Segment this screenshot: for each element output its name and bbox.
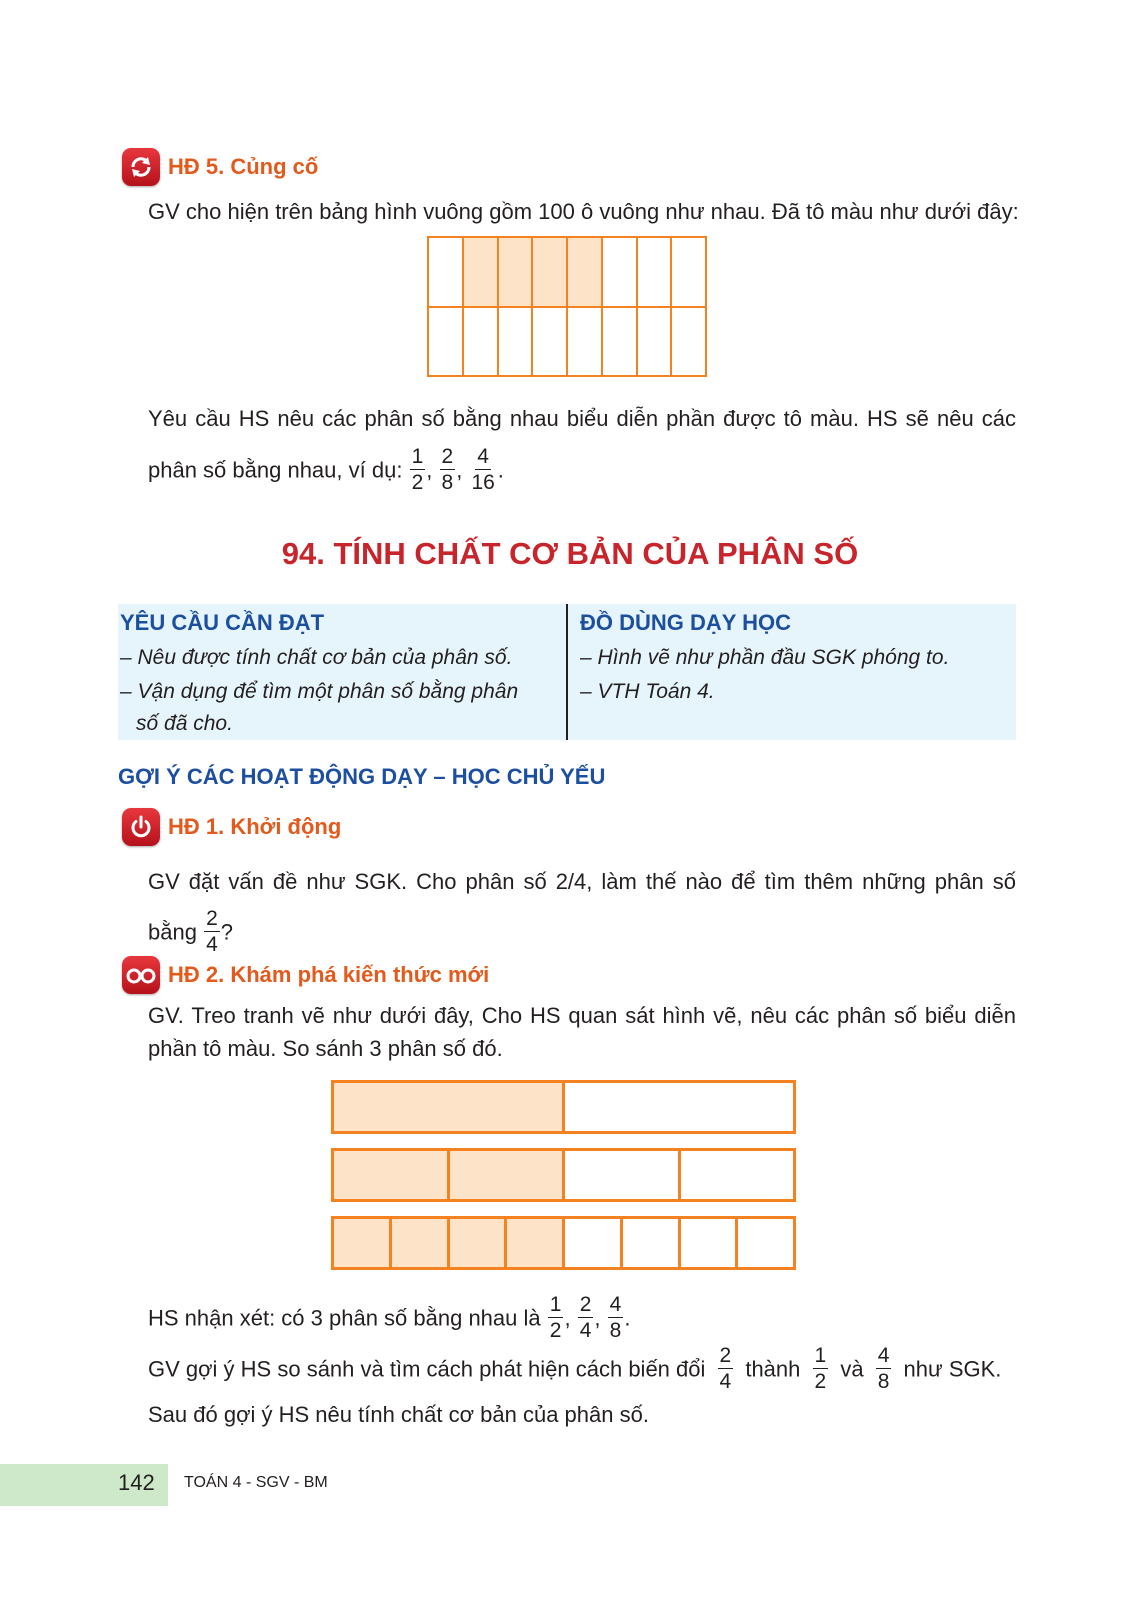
bar-part	[562, 1216, 623, 1270]
frac-num: 1	[411, 445, 424, 468]
bar-part	[331, 1148, 450, 1202]
frac-den: 8	[441, 471, 454, 494]
hd2-line1: GV. Treo tranh vẽ như dưới đây, Cho HS quan sát hình vẽ, nêu các phân số biểu diễn	[148, 1003, 1016, 1028]
fraction-bar-halves	[331, 1080, 796, 1134]
hint-and: và	[840, 1356, 864, 1382]
frac-num: 2	[719, 1344, 732, 1367]
fraction-2-4	[204, 908, 220, 955]
grid-cell	[670, 236, 707, 308]
hd5-para-line2	[148, 445, 504, 495]
grid-cell	[566, 236, 603, 308]
lesson-title: 94. TÍNH CHẤT CƠ BẢN CỦA PHÂN SỐ	[281, 536, 859, 571]
sep: ,	[456, 457, 463, 483]
frac-den: 8	[877, 1370, 890, 1393]
frac-den: 16	[471, 471, 495, 494]
grid-cell	[601, 236, 638, 308]
bar-part	[678, 1216, 739, 1270]
frac-den: 4	[206, 933, 218, 956]
frac-den: 8	[609, 1319, 622, 1342]
fraction-2-4	[578, 1294, 594, 1341]
hd1-line2	[148, 907, 234, 957]
hint-mid: thành	[745, 1356, 801, 1382]
sep: ,	[564, 1305, 571, 1331]
shaded-grid	[427, 236, 707, 377]
hd1-line2-prefix: bằng	[148, 919, 197, 945]
bar-part	[620, 1216, 681, 1270]
frac-den: 2	[814, 1370, 827, 1393]
fraction-1-2	[813, 1345, 829, 1392]
fraction-bar-quarters	[331, 1148, 796, 1202]
requirement-item-2-cont: số đã cho.	[136, 712, 233, 735]
fraction-2-8	[440, 446, 456, 493]
hd2-line2: phần tô màu. So sánh 3 phân số đó.	[148, 1036, 503, 1061]
frac-num: 2	[206, 907, 218, 930]
requirement-item-2: – Vận dụng để tìm một phân số bằng phân	[120, 680, 519, 703]
frac-num: 4	[877, 1344, 890, 1367]
fraction-bar-eighths	[331, 1216, 796, 1270]
frac-num: 4	[609, 1293, 622, 1316]
hd2-last: Sau đó gợi ý HS nêu tính chất cơ bản của phân số.	[148, 1402, 649, 1427]
requirements-title: YÊU CẦU CẦN ĐẠT	[120, 610, 325, 635]
period: .	[497, 457, 504, 483]
bar-part	[447, 1216, 508, 1270]
bar-part	[389, 1216, 450, 1270]
hd1-line1: GV đặt vấn đề như SGK. Cho phân số 2/4, làm thế nào để tìm thêm những phân số	[148, 869, 1016, 894]
hd5-title: HĐ 5. Củng cố	[168, 154, 319, 179]
remark-prefix: HS nhận xét: có 3 phân số bằng nhau là	[148, 1305, 541, 1331]
fraction-4-8	[608, 1294, 624, 1341]
frac-num: 1	[549, 1293, 562, 1316]
grid-cell	[497, 306, 534, 378]
material-item-1: – Hình vẽ như phần đầu SGK phóng to.	[580, 646, 950, 669]
bar-part	[562, 1080, 796, 1134]
frac-den: 4	[579, 1319, 592, 1342]
bar-part	[331, 1216, 392, 1270]
grid-cell	[531, 236, 568, 308]
activities-heading: GỢI Ý CÁC HOẠT ĐỘNG DẠY – HỌC CHỦ YẾU	[118, 764, 606, 789]
binoculars-icon	[122, 956, 160, 994]
fraction-2-4	[718, 1345, 734, 1392]
frac-den: 2	[411, 471, 424, 494]
hd1-heading	[122, 806, 341, 848]
grid-cell	[670, 306, 707, 378]
bar-part	[447, 1148, 566, 1202]
grid-cell	[462, 236, 499, 308]
box-divider	[566, 604, 568, 740]
frac-num: 1	[814, 1344, 827, 1367]
grid-cell	[601, 306, 638, 378]
frac-num: 2	[579, 1293, 592, 1316]
hd2-remark	[148, 1293, 631, 1343]
grid-cell	[636, 306, 673, 378]
hd2-hint	[148, 1344, 1002, 1394]
bar-part	[735, 1216, 796, 1270]
grid-cell	[566, 306, 603, 378]
grid-cell	[636, 236, 673, 308]
hd2-title: HĐ 2. Khám phá kiến thức mới	[168, 962, 490, 987]
grid-cell	[531, 306, 568, 378]
material-item-2: – VTH Toán 4.	[580, 680, 715, 703]
grid-cell	[462, 306, 499, 378]
period: .	[624, 1305, 631, 1331]
refresh-icon	[122, 148, 160, 186]
fraction-1-2	[410, 446, 426, 493]
question-mark: ?	[220, 919, 234, 945]
frac-den: 4	[719, 1370, 732, 1393]
frac-num: 4	[477, 445, 489, 468]
bar-part	[331, 1080, 565, 1134]
frac-num: 2	[441, 445, 454, 468]
grid-cell	[427, 236, 464, 308]
grid-cell	[497, 236, 534, 308]
power-icon	[122, 808, 160, 846]
materials-title: ĐỒ DÙNG DẠY HỌC	[580, 610, 792, 635]
hd2-heading	[122, 954, 489, 996]
bar-part	[504, 1216, 565, 1270]
bar-part	[678, 1148, 797, 1202]
requirements-box	[118, 604, 1016, 740]
hd5-intro: GV cho hiện trên bảng hình vuông gồm 100 ô vuông như nhau. Đã tô màu như dưới đây:	[148, 199, 1019, 224]
sep: ,	[426, 457, 433, 483]
hd5-para-line1: Yêu cầu HS nêu các phân số bằng nhau biểu diễn phần được tô màu. HS sẽ nêu các	[148, 406, 1016, 431]
fraction-4-8	[876, 1345, 892, 1392]
hint-prefix: GV gợi ý HS so sánh và tìm cách phát hiện cách biến đổi	[148, 1356, 706, 1382]
frac-den: 2	[549, 1319, 562, 1342]
requirement-item-1: – Nêu được tính chất cơ bản của phân số.	[120, 646, 513, 669]
sep: ,	[594, 1305, 601, 1331]
fraction-1-2	[548, 1294, 564, 1341]
page-number: 142	[118, 1470, 155, 1495]
hd5-heading	[122, 146, 318, 188]
grid-cell	[427, 306, 464, 378]
bar-part	[562, 1148, 681, 1202]
hd5-para-prefix: phân số bằng nhau, ví dụ:	[148, 457, 403, 483]
fraction-4-16	[469, 446, 496, 493]
hint-suffix: như SGK.	[903, 1356, 1002, 1382]
hd1-title: HĐ 1. Khởi động	[168, 814, 342, 839]
book-title: TOÁN 4 - SGV - BM	[184, 1474, 328, 1491]
